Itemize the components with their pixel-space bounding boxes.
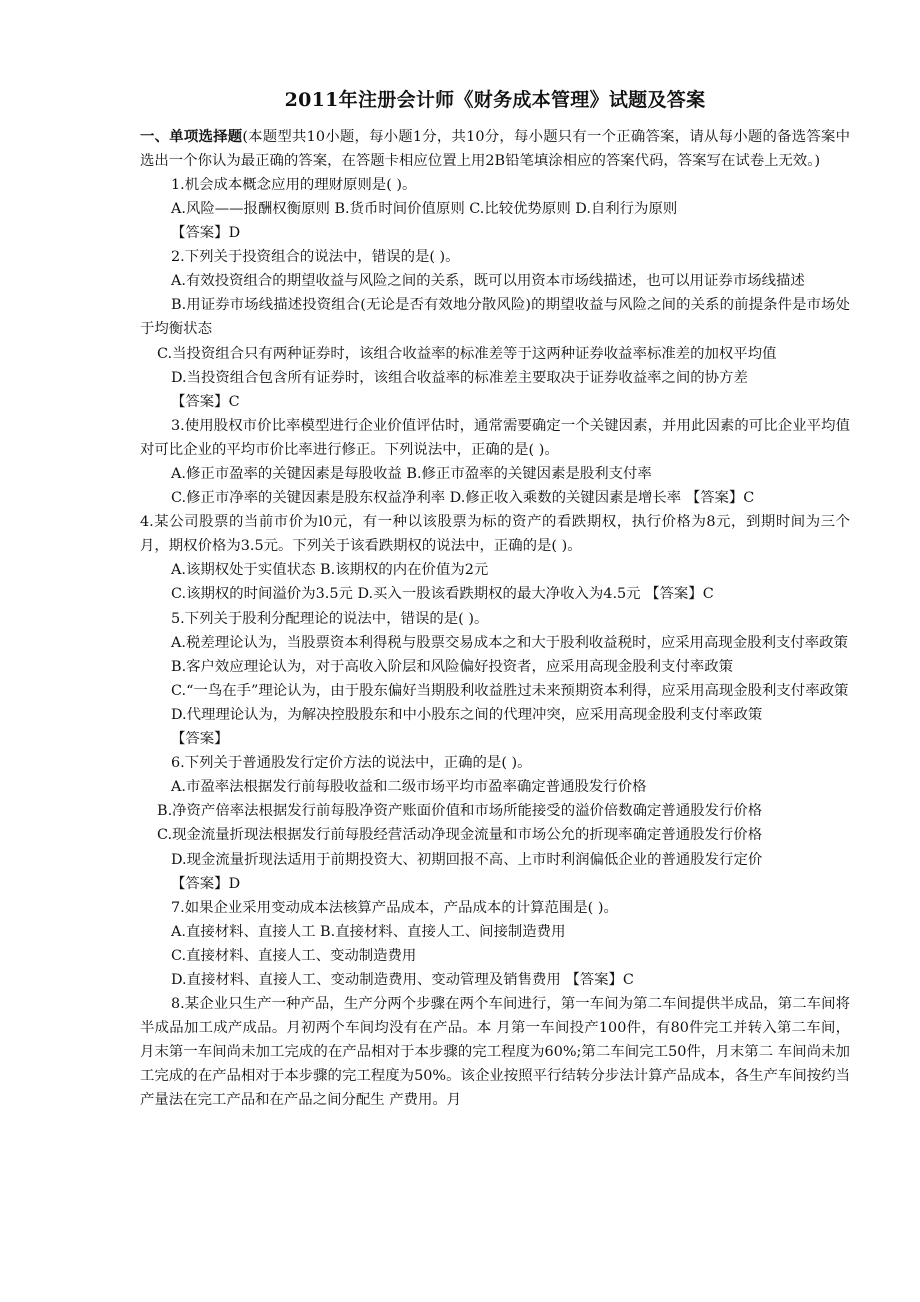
text-line: 【答案】 <box>171 731 229 748</box>
text-line: 2.下列关于投资组合的说法中，错误的是( )。 <box>171 249 460 266</box>
text-line: 3.使用股权市价比率模型进行企业价值评估时，通常需要确定一个关键因素，并用此因素的可比企业平均值对可比企业的平均市价比率进行修正。下列说法中，正确的是( )。 <box>140 417 850 458</box>
text-line: A.该期权处于实值状态 B.该期权的内在价值为2元 <box>171 562 489 579</box>
text-line: D.代理理论认为，为解决控股股东和中小股东之间的代理冲突，应采用高现金股利支付率政策 <box>171 706 763 723</box>
text-line: 6.下列关于普通股发行定价方法的说法中，正确的是( )。 <box>171 755 532 772</box>
text-line: C.该期权的时间溢价为3.5元 D.买入一股该看跌期权的最大净收入为4.5元 【答案】C <box>171 586 714 603</box>
question-list <box>140 173 850 1113</box>
text-line: A.风险——报酬权衡原则 B.货币时间价值原则 C.比较优势原则 D.自利行为原则 <box>171 200 678 217</box>
document-title: 2011年注册会计师《财务成本管理》试题及答案 <box>284 89 706 111</box>
section-instructions: (本题型共10小题，每小题1分，共10分，每小题只有一个正确答案，请从每小题的备选答案中选出一个你认为最正确的答案，在答题卡相应位置上用2B铅笔填涂相应的答案代码，答案写在试卷上无效。) <box>140 128 850 169</box>
text-line: 7.如果企业采用变动成本法核算产品成本，产品成本的计算范围是( )。 <box>171 899 618 916</box>
text-line: C.修正市净率的关键因素是股东权益净利率 D.修正收入乘数的关键因素是增长率 【答案】C <box>171 490 755 507</box>
text-line: D.当投资组合包含所有证券时，该组合收益率的标准差主要取决于证券收益率之间的协方差 <box>171 369 748 386</box>
text-line: B.用证券市场线描述投资组合(无论是否有效地分散风险)的期望收益与风险之间的关系的前提条件是市场处于均衡状态 <box>140 297 850 338</box>
text-line: 4.某公司股票的当前市价为l0元，有一种以该股票为标的资产的看跌期权，执行价格为8元，到期时间为三个月，期权价格为3.5元。下列关于该看跌期权的说法中，正确的是( )。 <box>140 514 850 555</box>
text-line: 【答案】C <box>171 393 240 410</box>
text-line: B.客户效应理论认为，对于高收入阶层和风险偏好投资者，应采用高现金股利支付率政策 <box>171 658 733 675</box>
text-line: 【答案】D <box>171 225 241 242</box>
text-line: D.直接材料、直接人工、变动制造费用、变动管理及销售费用 【答案】C <box>171 971 634 988</box>
text-line: A.税差理论认为，当股票资本利得税与股票交易成本之和大于股利收益税时，应采用高现金股利支付率政策 <box>171 634 848 651</box>
text-line: A.有效投资组合的期望收益与风险之间的关系，既可以用资本市场线描述，也可以用证券市场线描述 <box>171 273 805 290</box>
text-line: C.当投资组合只有两种证券时，该组合收益率的标准差等于这两种证券收益率标准差的加权平均值 <box>157 345 777 362</box>
section-heading: 一、单项选择题 <box>140 127 243 145</box>
text-line: D.现金流量折现法适用于前期投资大、初期回报不高、上市时利润偏低企业的普通股发行定价 <box>171 851 763 868</box>
text-line: 8.某企业只生产一种产品，生产分两个步骤在两个车间进行，第一车间为第二车间提供半成品，第二车间将半成品加工成产成品。月初两个车间均没有在产品。本 月第一车间投产100件，有80件完工并转入第二车间，月末第一车间尚未加工完成的在产品相对于本步骤的完工程度为60%;第二车间完工50件，月末第二 车间尚未加工完成的在产品相对于本步骤的完工程度为50%。该企业按照平行结转分步法计算产品成本，各生产车间按约当产量法在完工产品和在产品之间分配生 产费用。月 <box>140 996 850 1109</box>
text-line: A.直接材料、直接人工 B.直接材料、直接人工、间接制造费用 <box>171 923 566 940</box>
text-line: C.“一鸟在手”理论认为，由于股东偏好当期股利收益胜过未来预期资本利得，应采用高现金股利支付率政策 <box>171 682 849 699</box>
text-line: B.净资产倍率法根据发行前每股净资产账面价值和市场所能接受的溢价倍数确定普通股发行价格 <box>157 803 763 820</box>
text-line: 【答案】D <box>171 875 241 892</box>
text-line: 5.下列关于股利分配理论的说法中，错误的是( )。 <box>171 610 489 627</box>
text-line: A.修正市盈率的关键因素是每股收益 B.修正市盈率的关键因素是股利支付率 <box>171 466 652 482</box>
section-intro <box>140 125 850 173</box>
text-line: 1.机会成本概念应用的理财原则是( )。 <box>171 176 417 193</box>
text-line: C.现金流量折现法根据发行前每股经营活动净现金流量和市场公允的折现率确定普通股发行价格 <box>157 827 763 844</box>
text-line: C.直接材料、直接人工、变动制造费用 <box>171 947 417 964</box>
text-line: A.市盈率法根据发行前每股收益和二级市场平均市盈率确定普通股发行价格 <box>171 779 647 796</box>
